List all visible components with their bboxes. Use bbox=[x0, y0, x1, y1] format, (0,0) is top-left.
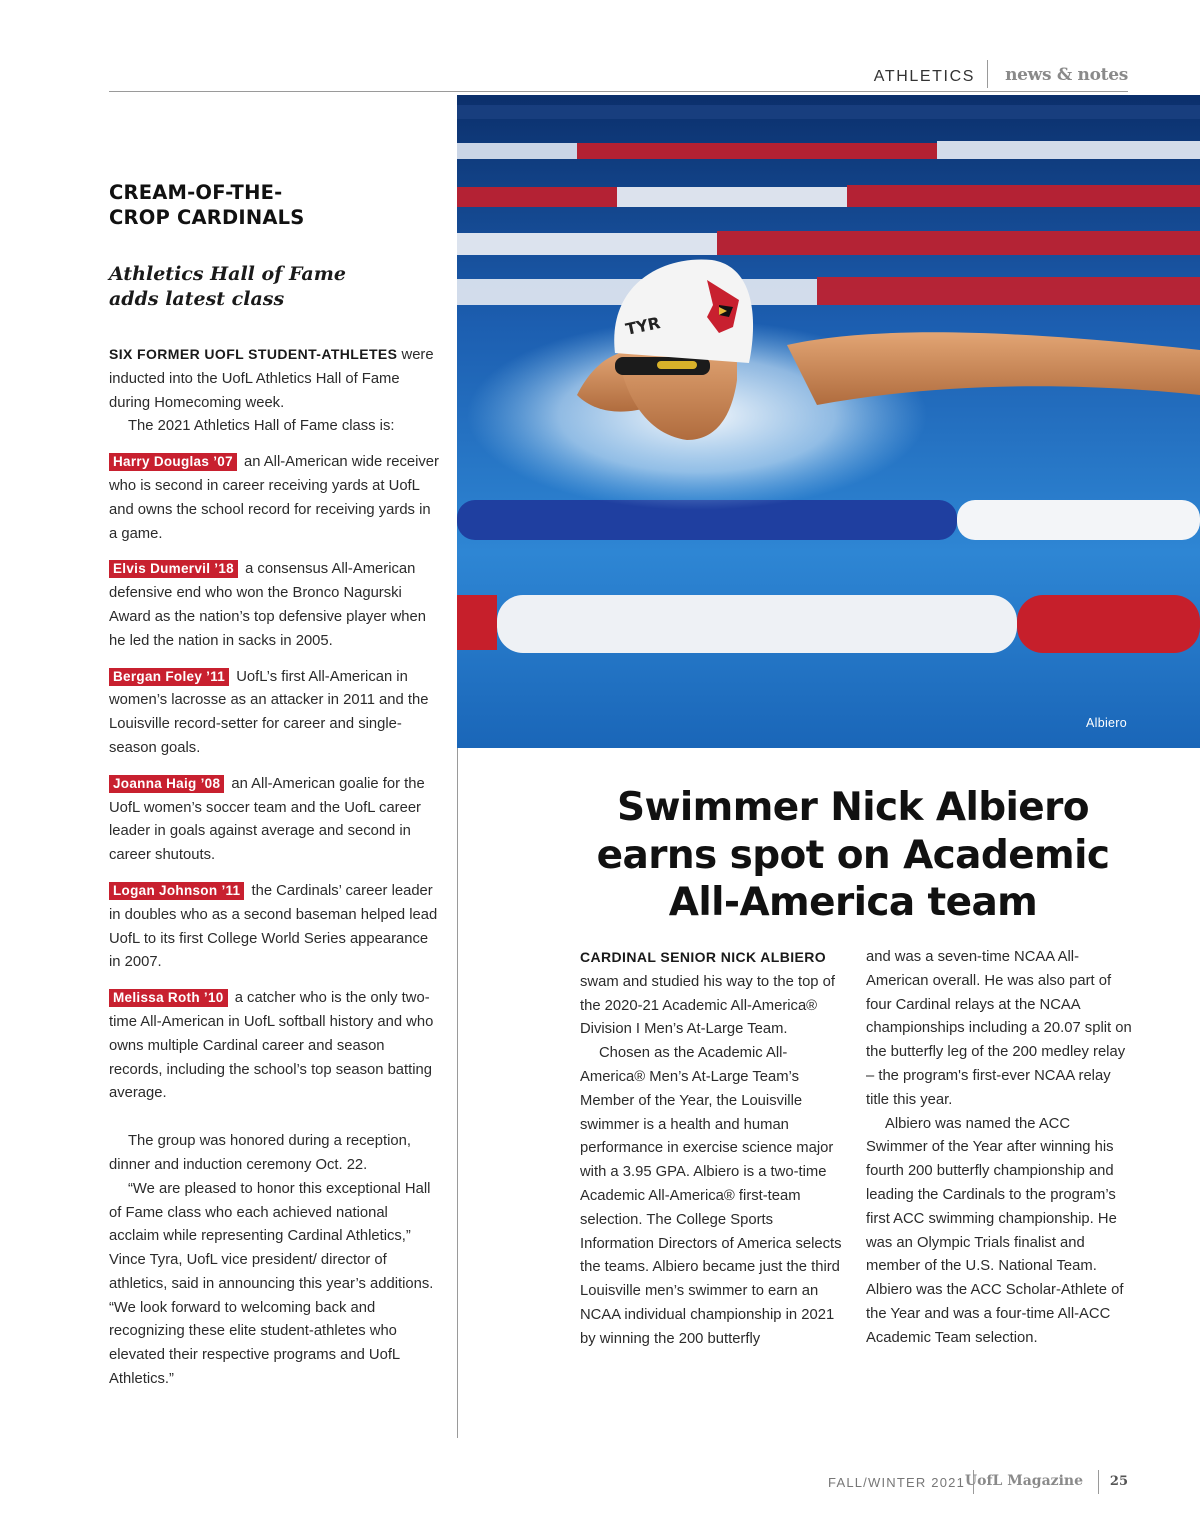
inductee-description: an All-American goalie for the UofL women’s soccer team and the UofL career leader in goals against average and second in career shutouts. bbox=[109, 775, 425, 864]
issue-label: FALL/WINTER 2021 bbox=[828, 1475, 965, 1490]
article-column-2 bbox=[866, 946, 1134, 1351]
inductee-entry bbox=[109, 451, 439, 546]
article-paragraph: Chosen as the Academic All-America® Men’s At-Large Team’s Member of the Year, the Louisville swimmer is a health and human performance in exercise science major with a 3.95 GPA. Albiero is a two-time Academic All-America® first-team selection. The College Sports Information Directors of America selects the teams. Albiero became just the third Louisville men’s swimmer to earn an NCAA individual championship in 2021 by winning the 200 butterfly bbox=[580, 1045, 842, 1347]
sidebar-subtitle-line: adds latest class bbox=[109, 287, 285, 310]
headline-line: Swimmer Nick Albiero bbox=[617, 785, 1089, 830]
inductee-description: an All-American wide receiver who is second in career receiving yards at UofL and owns the school record for receiving yards in a game. bbox=[109, 454, 439, 542]
inductee-entry bbox=[109, 987, 439, 1106]
inductee-entry bbox=[109, 880, 439, 975]
sidebar-subtitle-line: Athletics Hall of Fame bbox=[109, 263, 346, 285]
lede-caps: SIX FORMER UOFL STUDENT-ATHLETES bbox=[109, 346, 398, 362]
inductee-name-tag: Harry Douglas ’07 bbox=[109, 453, 237, 471]
section-kicker: news & notes bbox=[1005, 65, 1128, 85]
article-paragraph: Albiero was named the ACC Swimmer of the Year after winning his fourth 200 butterfly championship and leading the Cardinals to the program’s first ACC swimming championship. He was an Olympic Trials finalist and member of the U.S. National Team. Albiero was the ACC Scholar-Athlete of the Year and was a four-time All-ACC Academic Team selection. bbox=[866, 1115, 1124, 1346]
page-number: 25 bbox=[1109, 1474, 1128, 1489]
closing-paragraph: The group was honored during a reception, dinner and induction ceremony Oct. 22. bbox=[109, 1133, 411, 1173]
inductee-entry bbox=[109, 666, 439, 761]
magazine-name: UofL Magazine bbox=[964, 1473, 1083, 1489]
footer-divider bbox=[1098, 1470, 1099, 1494]
inductee-name-tag: Elvis Dumervil ’18 bbox=[109, 560, 238, 578]
inductee-entry bbox=[109, 558, 439, 653]
quote-paragraph: “We are pleased to honor this exceptional Hall of Fame class who each achieved national acclaim while representing Cardinal Athletics,” Vince Tyra, UofL vice president/ director of athletics, said in announcing this year’s additions. “We look forward to welcoming back and recognizing these elite student-athletes who elevated their respective programs and UofL Athletics.” bbox=[109, 1180, 434, 1388]
sidebar-title bbox=[109, 180, 439, 230]
photo-caption: Albiero bbox=[1085, 716, 1127, 730]
inductee-entry bbox=[109, 773, 439, 868]
article-lede-caps: CARDINAL SENIOR NICK ALBIERO bbox=[580, 949, 827, 965]
sidebar-lede bbox=[109, 343, 439, 415]
inductee-name-tag: Joanna Haig ’08 bbox=[109, 775, 224, 793]
article-paragraph: and was a seven-time NCAA All-American overall. He was also part of four Cardinal relays at the NCAA championships including a 20.07 split on the butterfly leg of the 200 medley relay – the program's first-ever NCAA relay title this year. bbox=[866, 949, 1132, 1108]
headline-line: All-America team bbox=[668, 880, 1038, 925]
class-intro: The 2021 Athletics Hall of Fame class is: bbox=[128, 418, 395, 435]
article-lede-text: swam and studied his way to the top of the 2020-21 Academic All-America® Division I Men’s At-Large Team. bbox=[580, 973, 835, 1038]
column-divider bbox=[457, 748, 458, 1438]
headline-line: earns spot on Academic bbox=[596, 832, 1110, 878]
inductee-name-tag: Melissa Roth ’10 bbox=[109, 989, 228, 1007]
hall-of-fame-article bbox=[109, 180, 439, 1392]
inductee-name-tag: Logan Johnson ’11 bbox=[109, 882, 244, 900]
swimmer-illustration bbox=[457, 95, 1200, 748]
article-headline bbox=[575, 784, 1131, 927]
inductee-description: UofL’s first All-American in women’s lacrosse as an attacker in 2011 and the Louisville record-setter for career and single-season goals. bbox=[109, 668, 429, 756]
article-paragraph bbox=[580, 946, 848, 1042]
running-header bbox=[109, 62, 1128, 92]
swimmer-photo bbox=[457, 95, 1200, 748]
sidebar-title-line: CROP CARDINALS bbox=[109, 206, 305, 229]
section-label: ATHLETICS bbox=[873, 68, 975, 85]
inductee-description: a consensus All-American defensive end who won the Bronco Nagurski Award as the nation’s top defensive player when he led the nation in sacks in 2005. bbox=[109, 561, 426, 649]
header-divider bbox=[987, 60, 988, 88]
inductee-description: a catcher who is the only two-time All-American in UofL softball history and who owns multiple Cardinal career and season records, including the school’s top season batting average. bbox=[109, 990, 434, 1102]
sidebar-subtitle bbox=[109, 262, 439, 311]
article-column-1 bbox=[580, 946, 848, 1352]
inductee-description: the Cardinals’ career leader in doubles who as a second baseman helped lead UofL to its first College World Series appearance in 2007. bbox=[109, 882, 438, 971]
inductee-name-tag: Bergan Foley ’11 bbox=[109, 668, 229, 686]
sidebar-title-line: CREAM-OF-THE- bbox=[109, 181, 283, 204]
cap-brand-text: TYR bbox=[623, 313, 662, 339]
lede-text: were inducted into the UofL Athletics Hall of Fame during Homecoming week. bbox=[109, 347, 434, 411]
